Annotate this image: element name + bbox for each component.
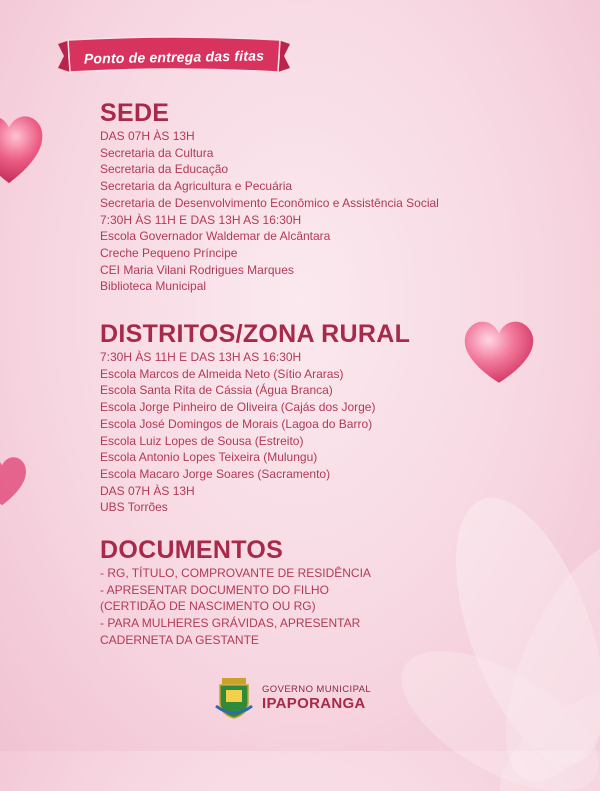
list-item: 7:30H ÀS 11H E DAS 13H AS 16:30H bbox=[100, 212, 302, 227]
list-item: - PARA MULHERES GRÁVIDAS, APRESENTAR bbox=[100, 616, 361, 631]
list-item: Escola Santa Rita de Cássia (Água Branca) bbox=[100, 383, 333, 398]
banner-title: Ponto de entrega das fitas bbox=[83, 47, 265, 67]
list-item: Escola Luiz Lopes de Sousa (Estreito) bbox=[100, 433, 304, 448]
list-item: Secretaria da Cultura bbox=[100, 145, 214, 160]
list-item: 7:30H ÀS 11H E DAS 13H AS 16:30H bbox=[100, 350, 302, 364]
list-item: Creche Pequeno Príncipe bbox=[100, 245, 238, 260]
list-item: Escola José Domingos de Morais (Lagoa do Barro) bbox=[100, 416, 373, 431]
list-item: Secretaria da Agricultura e Pecuária bbox=[100, 179, 293, 194]
list-item: Secretaria da Educação bbox=[100, 162, 229, 177]
list-item: - APRESENTAR DOCUMENTO DO FILHO bbox=[100, 582, 329, 597]
list-item: Escola Antonio Lopes Teixeira (Mulungu) bbox=[100, 450, 318, 465]
flower-decoration bbox=[380, 431, 600, 791]
list-item: - RG, TÍTULO, COMPROVANTE DE RESIDÊNCIA bbox=[100, 566, 371, 580]
list-item: Secretaria de Desenvolvimento Econômico e Assistência Social bbox=[100, 195, 439, 210]
list-item: Escola Governador Waldemar de Alcântara bbox=[100, 229, 331, 244]
list-item: Escola Macaro Jorge Soares (Sacramento) bbox=[100, 466, 331, 481]
section-distritos bbox=[100, 319, 410, 516]
list-item: DAS 07H ÀS 13H bbox=[100, 129, 195, 143]
list-item: Escola Jorge Pinheiro de Oliveira (Cajás dos Jorge) bbox=[100, 400, 376, 415]
list-item: UBS Torrões bbox=[100, 500, 168, 515]
list-item: Escola Marcos de Almeida Neto (Sítio Araras) bbox=[100, 366, 344, 381]
section-title: SEDE bbox=[100, 99, 170, 127]
heart-decoration-left-small bbox=[0, 450, 30, 510]
heart-decoration-right bbox=[458, 314, 540, 386]
list-item: DAS 07H ÀS 13H bbox=[100, 483, 195, 498]
list-item: CADERNETA DA GESTANTE bbox=[100, 632, 259, 647]
list-item: CEI Maria Vilani Rodrigues Marques bbox=[100, 262, 294, 277]
section-sede bbox=[100, 98, 439, 295]
section-title: DOCUMENTOS bbox=[100, 536, 284, 564]
heart-decoration-left bbox=[0, 108, 48, 188]
logo-line1: GOVERNO MUNICIPAL bbox=[262, 684, 372, 695]
list-item: Biblioteca Municipal bbox=[100, 279, 207, 294]
list-item: (CERTIDÃO DE NASCIMENTO OU RG) bbox=[100, 599, 316, 614]
crest-icon bbox=[214, 676, 254, 720]
logo-line2: IPAPORANGA bbox=[262, 695, 366, 712]
section-title: DISTRITOS/ZONA RURAL bbox=[100, 320, 411, 348]
section-documentos bbox=[100, 535, 371, 649]
municipal-logo bbox=[214, 676, 371, 720]
